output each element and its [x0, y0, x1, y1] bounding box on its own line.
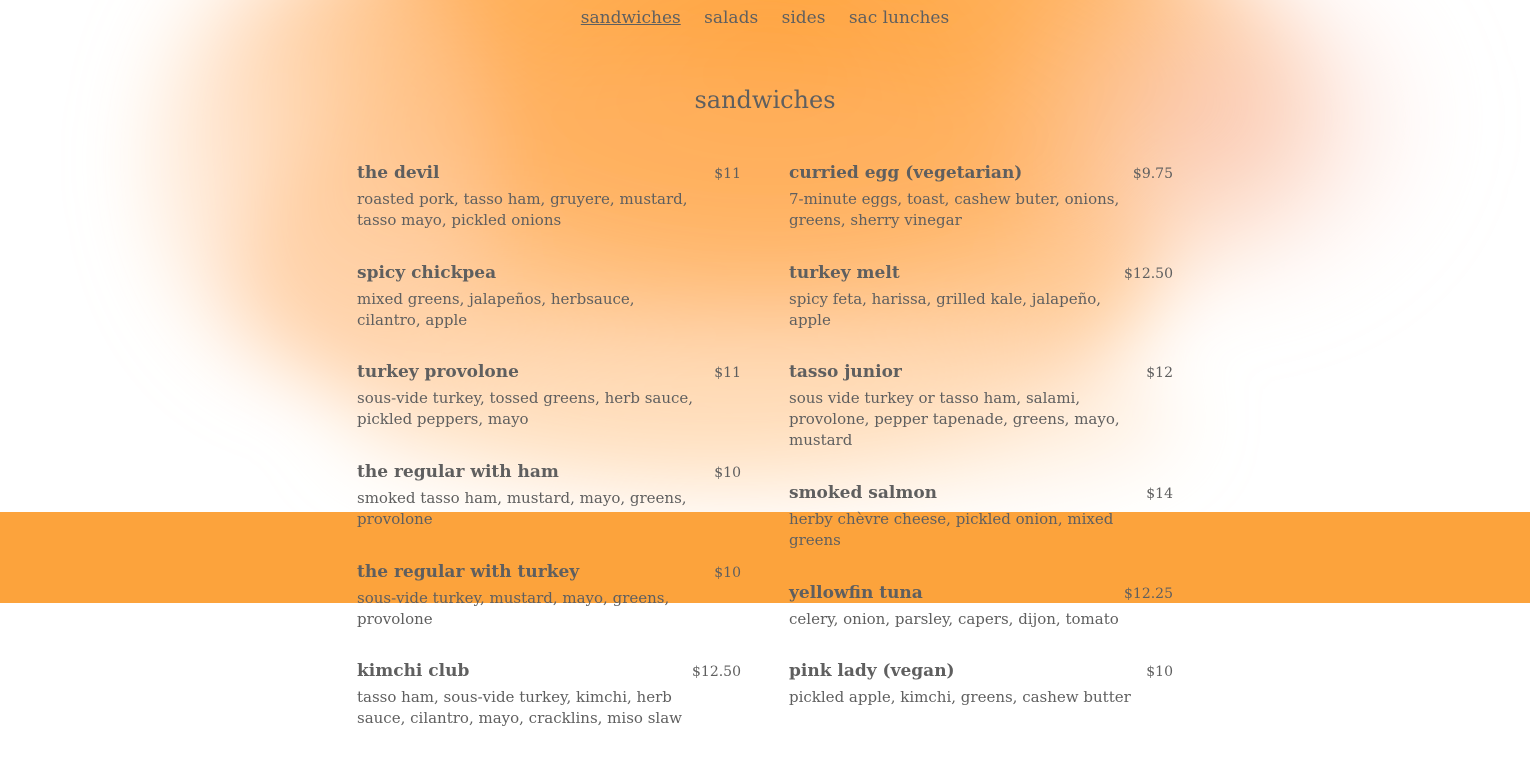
menu-item-price: $11 [714, 166, 741, 182]
menu-item [357, 362, 741, 462]
section-title: sandwiches [694, 86, 836, 114]
menu-item [789, 583, 1173, 661]
menu-column-right [789, 163, 1173, 708]
category-nav [0, 8, 1530, 28]
nav-link-sides[interactable]: sides [781, 8, 826, 28]
nav-link-sandwiches[interactable]: sandwiches [580, 8, 681, 28]
menu-item-description: spicy feta, harissa, grilled kale, jalapeño, apple [789, 290, 1102, 329]
menu-item-description: tasso ham, sous-vide turkey, kimchi, herb sauce, cilantro, mayo, cracklins, miso slaw [357, 688, 682, 727]
menu-item-description: celery, onion, parsley, capers, dijon, tomato [789, 610, 1119, 628]
menu-item-description: sous-vide turkey, mustard, mayo, greens, provolone [357, 589, 670, 628]
menu-item-description: mixed greens, jalapeños, herbsauce, cilantro, apple [357, 290, 635, 329]
menu-item-name: turkey melt [789, 263, 900, 283]
menu-item [789, 362, 1173, 483]
menu-item [357, 462, 741, 562]
menu-item-price: $11 [714, 365, 741, 381]
menu-item-name: the regular with turkey [357, 562, 580, 582]
menu-item-description: sous vide turkey or tasso ham, salami, provolone, pepper tapenade, greens, mayo, mustard [789, 389, 1120, 449]
menu-item-price: $12.25 [1124, 586, 1173, 602]
menu-column-left [357, 163, 741, 729]
accent-band [0, 512, 1530, 603]
menu-item [357, 661, 741, 729]
menu-item [357, 163, 741, 263]
menu-item [357, 263, 741, 362]
menu-item-description: 7-minute eggs, toast, cashew buter, onions, greens, sherry vinegar [789, 190, 1120, 229]
menu-item [357, 562, 741, 661]
menu-item-description: smoked tasso ham, mustard, mayo, greens, provolone [357, 489, 687, 528]
menu-item-name: turkey provolone [357, 362, 519, 382]
menu-item-price: $10 [1146, 664, 1173, 680]
menu-item [789, 163, 1173, 263]
menu-item [789, 263, 1173, 362]
menu-item-price: $12 [1146, 365, 1173, 381]
menu-item-description: herby chèvre cheese, pickled onion, mixed greens [789, 510, 1114, 549]
menu-item [789, 483, 1173, 583]
menu-item-description: sous-vide turkey, tossed greens, herb sauce, pickled peppers, mayo [357, 389, 694, 428]
nav-link-salads[interactable]: salads [704, 8, 759, 28]
menu-item-description: roasted pork, tasso ham, gruyere, mustard, tasso mayo, pickled onions [357, 190, 688, 229]
menu-item-name: tasso junior [789, 362, 902, 382]
menu-item-price: $10 [714, 465, 741, 481]
menu-item-name: yellowfin tuna [789, 583, 923, 603]
menu-item-price: $14 [1146, 486, 1173, 502]
menu-item-price: $10 [714, 565, 741, 581]
menu-item-name: smoked salmon [789, 483, 938, 503]
menu-item-description: pickled apple, kimchi, greens, cashew butter [789, 688, 1131, 706]
menu-item-name: pink lady (vegan) [789, 661, 955, 681]
menu-item-price: $12.50 [692, 664, 741, 680]
menu-item-price: $9.75 [1132, 166, 1173, 182]
nav-link-sac-lunches[interactable]: sac lunches [848, 8, 950, 28]
menu-item-name: kimchi club [357, 661, 470, 681]
menu-item-name: the regular with ham [357, 462, 559, 482]
menu-item-name: the devil [357, 163, 440, 183]
menu-item-price: $12.50 [1124, 266, 1173, 282]
menu-item [789, 661, 1173, 708]
menu-item-name: curried egg (vegetarian) [789, 163, 1023, 183]
menu-item-name: spicy chickpea [357, 263, 497, 283]
